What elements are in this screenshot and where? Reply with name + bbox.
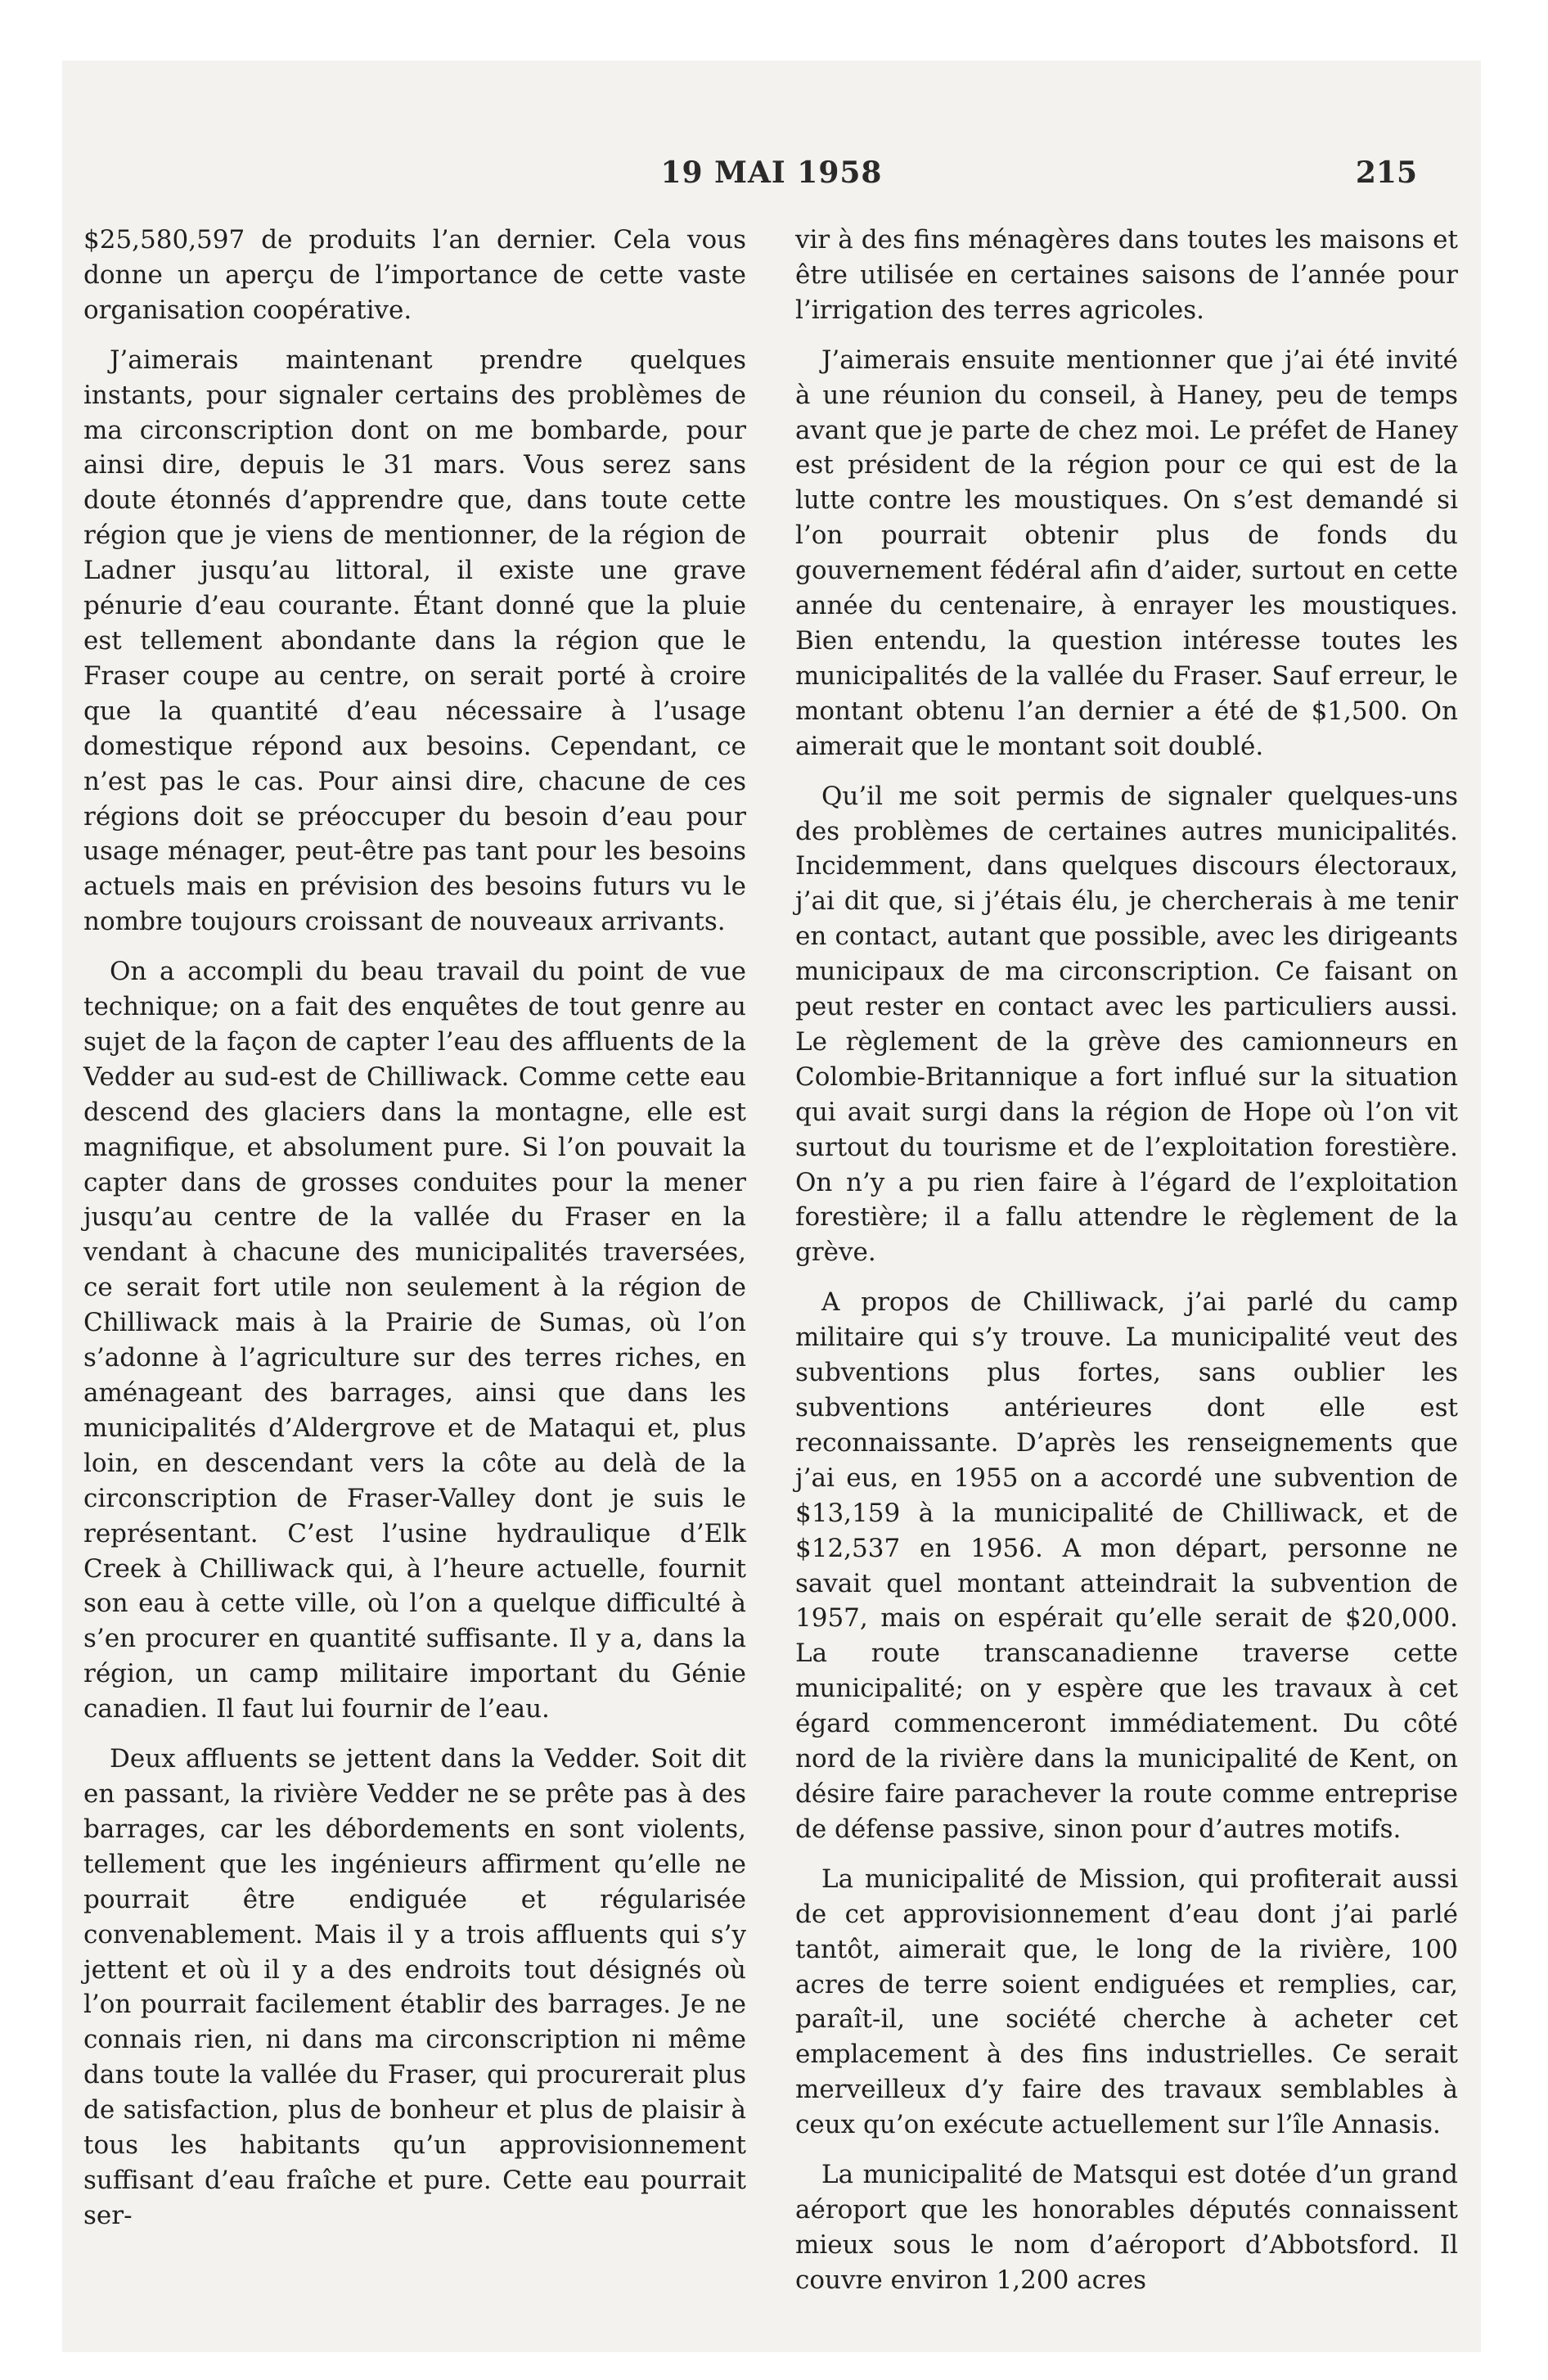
paragraph: La municipalité de Mission, qui profiterait aussi de cet approvisionnement d’eau dont j’ai parlé tantôt, aimerait que, le long de la rivière, 100 acres de terre soient endiguées et remplies, car, paraît-il, une société cherche à acheter cet emplacement à des fins industrielles. Ce serait merveilleux d’y faire des travaux semblables à ceux qu’on exécute actuellement sur l’île Annasis. — [795, 1864, 1458, 2140]
header-date: 19 MAI 1958 — [660, 156, 883, 190]
paragraph: A propos de Chilliwack, j’ai parlé du camp militaire qui s’y trouve. La municipalité veut des subventions plus fortes, sans oublier les subventions antérieures dont elle est reconnaissante. D’après les renseignements que j’ai eus, en 1955 on a accordé une subvention de $13,159 à la municipalité de Chilliwack, et de $12,537 en 1956. A mon départ, personne ne savait quel montant atteindrait la subvention de 1957, mais on espérait qu’elle serait de $20,000. La route transcanadienne traverse cette municipalité; on y espère que les travaux à cet égard commenceront immédiatement. Du côté nord de la rivière dans la municipalité de Kent, on désire faire parachever la route comme entreprise de défense passive, sinon pour d’autres motifs. — [795, 1287, 1458, 1844]
right-column — [795, 223, 1458, 2313]
paragraph: J’aimerais ensuite mentionner que j’ai été invité à une réunion du conseil, à Haney, peu de temps avant que je parte de chez moi. Le préfet de Haney est président de la région pour ce qui est de la lutte contre les moustiques. On s’est demandé si l’on pourrait obtenir plus de fonds du gouvernement fédéral afin d’aider, surtout en cette année du centenaire, à enrayer les moustiques. Bien entendu, la question intéresse toutes les municipalités de la vallée du Fraser. Sauf erreur, le montant obtenu l’an dernier a été de $1,500. On aimerait que le montant soit doublé. — [795, 345, 1458, 761]
page-scan — [62, 61, 1481, 2352]
paragraph: La municipalité de Matsqui est dotée d’un grand aéroport que les honorables députés connaissent mieux sous le nom d’aéroport d’Abbotsford. Il couvre environ 1,200 acres — [795, 2160, 1458, 2295]
paragraph: Qu’il me soit permis de signaler quelques-uns des problèmes de certaines autres municipalités. Incidemment, dans quelques discours électoraux, j’ai dit que, si j’étais élu, je chercherais à me tenir en contact, autant que possible, avec les dirigeants municipaux de ma circonscription. Ce faisant on peut rester en contact avec les particuliers aussi. Le règlement de la grève des camionneurs en Colombie-Britannique a fort influé sur la situation qui avait surgi dans la région de Hope où l’on vit surtout du tourisme et de l’exploitation forestière. On n’y a pu rien faire à l’égard de l’exploitation forestière; il a fallu attendre le règlement de la grève. — [795, 781, 1458, 1268]
paragraph: J’aimerais maintenant prendre quelques instants, pour signaler certains des problèmes de ma circonscription dont on me bombarde, pour ainsi dire, depuis le 31 mars. Vous serez sans doute étonnés d’apprendre que, dans toute cette région que je viens de mentionner, de la région de Ladner jusqu’au littoral, il existe une grave pénurie d’eau courante. Étant donné que la pluie est tellement abondante dans la région que le Fraser coupe au centre, on serait porté à croire que la quantité d’eau nécessaire à l’usage domestique répond aux besoins. Cependant, ce n’est pas le cas. Pour ainsi dire, chacune de ces régions doit se préoccuper du besoin d’eau pour usage ménager, peut-être pas tant pour les besoins actuels mais en prévision des besoins futurs vu le nombre toujours croissant de nouveaux arrivants. — [83, 345, 746, 937]
paragraph: $25,580,597 de produits l’an dernier. Cela vous donne un aperçu de l’importance de cette vaste organisation coopérative. — [83, 225, 746, 325]
paragraph: vir à des fins ménagères dans toutes les maisons et être utilisée en certaines saisons de l’année pour l’irrigation des terres agricoles. — [795, 225, 1458, 325]
left-column — [83, 223, 746, 2248]
page-header — [62, 156, 1481, 205]
paragraph: Deux affluents se jettent dans la Vedder. Soit dit en passant, la rivière Vedder ne se prête pas à des barrages, car les débordements en sont violents, tellement que les ingénieurs affirment qu’elle ne pourrait être endiguée et régularisée convenablement. Mais il y a trois affluents qui s’y jettent et où il y a des endroits tout désignés où l’on pourrait facilement établir des barrages. Je ne connais rien, ni dans ma circonscription ni même dans toute la vallée du Fraser, qui procurerait plus de satisfaction, plus de bonheur et plus de plaisir à tous les habitants qu’un approvisionnement suffisant d’eau fraîche et pure. Cette eau pourrait ser- — [83, 1744, 746, 2230]
page-number: 215 — [1355, 156, 1417, 190]
paragraph: On a accompli du beau travail du point de vue technique; on a fait des enquêtes de tout genre au sujet de la façon de capter l’eau des affluents de la Vedder au sud-est de Chilliwack. Comme cette eau descend des glaciers dans la montagne, elle est magnifique, et absolument pure. Si l’on pouvait la capter dans de grosses conduites pour la mener jusqu’au centre de la vallée du Fraser en la vendant à chacune des municipalités traversées, ce serait fort utile non seulement à la région de Chilliwack mais à la Prairie de Sumas, où l’on s’adonne à l’agriculture sur des terres riches, en aménageant des barrages, ainsi que dans les municipalités d’Aldergrove et de Mataqui et, plus loin, en descendant vers la côte au delà de la circonscription de Fraser-Valley dont je suis le représentant. C’est l’usine hydraulique d’Elk Creek à Chilliwack qui, à l’heure actuelle, fournit son eau à cette ville, où l’on a quelque difficulté à s’en procurer en quantité suffisante. Il y a, dans la région, un camp militaire important du Génie canadien. Il faut lui fournir de l’eau. — [83, 957, 746, 1724]
